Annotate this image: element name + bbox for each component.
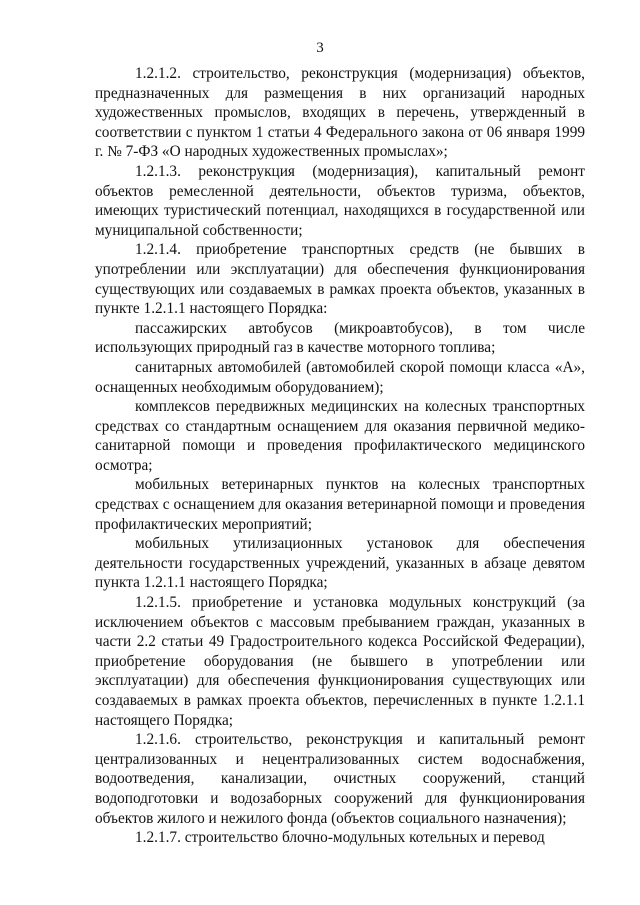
paragraph-1-2-1-2: 1.2.1.2. строительство, реконструкция (модернизация) объектов, предназначенных для размещения в них организаций народных художественных промыслов, входящих в перечень, утвержденный в соответствии с пунктом 1 статьи 4 Федерального закона от 06 января 1999 г. № 7-ФЗ «О народных художественных промыслах»; — [95, 65, 585, 161]
list-item-ambulances: санитарных автомобилей (автомобилей скорой помощи класса «А», оснащенных необходимым оборудованием); — [95, 358, 585, 396]
list-item-medical-complexes: комплексов передвижных медицинских на колесных транспортных средствах со стандартным оснащением для оказания первичной медико-санитарной помощи и проведения профилактического медицинского осмотра; — [95, 398, 585, 474]
list-item-utilization-units: мобильных утилизационных установок для обеспечения деятельности государственных учреждений, указанных в абзаце девятом пункта 1.2.1.1 настоящего Порядка; — [95, 535, 585, 592]
document-body — [95, 64, 585, 848]
paragraph-1-2-1-7: 1.2.1.7. строительство блочно-модульных котельных и перевод — [135, 829, 545, 847]
paragraph-1-2-1-6: 1.2.1.6. строительство, реконструкция и капитальный ремонт централизованных и нецентрализованных систем водоснабжения, водоотведения, канализации, очистных сооружений, станций водоподготовки и водозаборных сооружений для функционирования объектов жилого и нежилого фонда (объектов социального назначения); — [95, 731, 585, 827]
paragraph-1-2-1-5: 1.2.1.5. приобретение и установка модульных конструкций (за исключением объектов с массовым пребыванием граждан, указанных в части 2.2 статьи 49 Градостроительного кодекса Российской Федерации), приобретение оборудования (не бывшего в употреблении или эксплуатации) для обеспечения функционирования существующих или создаваемых в рамках проекта объектов, перечисленных в пункте 1.2.1.1 настоящего Порядка; — [95, 594, 585, 729]
paragraph-1-2-1-3: 1.2.1.3. реконструкция (модернизация), капитальный ремонт объектов ремесленной деятельности, объектов туризма, объектов, имеющих туристический потенциал, находящихся в государственной или муниципальной собственности; — [95, 162, 585, 239]
paragraph-1-2-1-4: 1.2.1.4. приобретение транспортных средств (не бывших в употреблении или эксплуатации) для обеспечения функционирования существующих или создаваемых в рамках проекта объектов, указанных в пункте 1.2.1.1 настоящего Порядка: — [95, 241, 585, 318]
list-item-veterinary-units: мобильных ветеринарных пунктов на колесных транспортных средствах с оснащением для оказания ветеринарной помощи и проведения профилактических мероприятий; — [95, 476, 585, 533]
list-item-buses: пассажирских автобусов (микроавтобусов), в том числе использующих природный газ в качестве моторного топлива; — [95, 319, 585, 357]
page-number: 3 — [316, 40, 324, 56]
